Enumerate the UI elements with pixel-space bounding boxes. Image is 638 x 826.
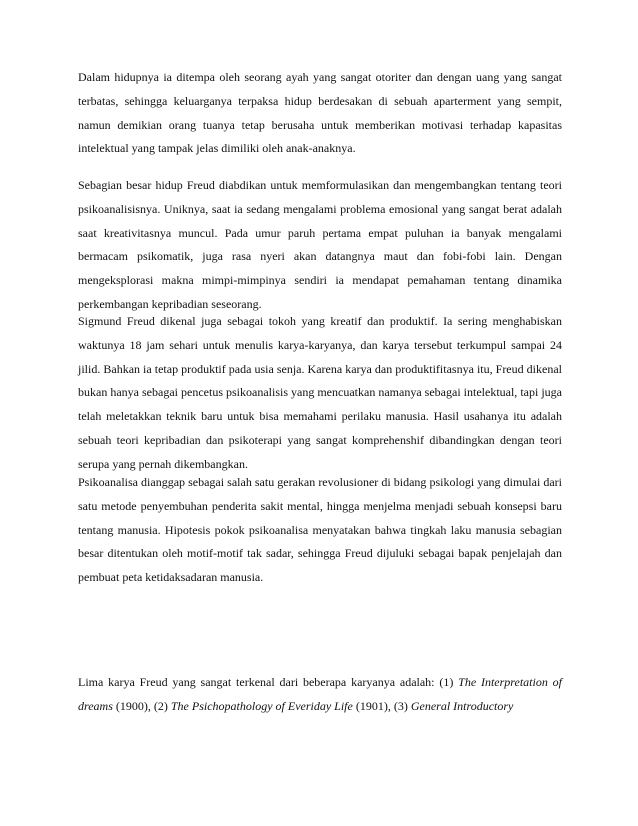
work-title-2: The Psichopathology of Everiday Life bbox=[170, 698, 353, 713]
works-text-2: (1900), (2) bbox=[112, 698, 171, 713]
paragraph-freud-life-work: Sebagian besar hidup Freud diabdikan untuk memformulasikan dan mengembangkan tentang teori psikoanalisisnya. Uniknya, saat ia sedang mengalami problema emosional yang sangat berat adalah saat kreativitasnya muncul. Pada umur paruh pertama empat puluhan ia banyak mengalami bermacam psikomatik, juga rasa nyeri akan datangnya maut dan fobi-fobi lain. Dengan mengeksplorasi makna mimpi-mimpinya sendiri ia mendapat pemahaman tentang dinamika perkembangan kepribadian seseorang. bbox=[78, 178, 562, 311]
paragraph-freud-productivity: Sigmund Freud dikenal juga sebagai tokoh yang kreatif dan produktif. Ia sering menghabiskan waktunya 18 jam sehari untuk menulis karya-karyanya, dan karya tersebut terkumpul sampai 24 jilid. Bahkan ia tetap produktif pada usia senja. Karena karya dan produktifitasnya itu, Freud dikenal bukan hanya sebagai pencetus psikoanalisis yang mencuatkan namanya sebagai intelektual, tapi juga telah meletakkan teknik baru untuk bisa memahami perilaku manusia. Hasil usahanya itu adalah sebuah teori kepribadian dan psikoterapi yang sangat komprehenshif dibandingkan dengan teori serupa yang pernah dikembangkan. bbox=[78, 314, 562, 471]
paragraph-psychoanalysis: Psikoanalisa dianggap sebagai salah satu gerakan revolusioner di bidang psikologi yang dimulai dari satu metode penyembuhan penderita sakit mental, hingga menjelma menjadi sebuah konsepsi baru tentang manusia. Hipotesis pokok psikoanalisa menyatakan bahwa tingkah laku manusia sebagian besar ditentukan oleh motif-motif tak sadar, sehingga Freud dijuluki sebagai bapak penjelajah dan pembuat peta ketidaksadaran manusia. bbox=[78, 475, 562, 585]
works-text-1: Lima karya Freud yang sangat terkenal dari beberapa karyanya adalah: (1) bbox=[78, 675, 459, 689]
work-title-1: The Interpretation of dreams bbox=[78, 675, 563, 713]
paragraph-freud-childhood: Dalam hidupnya ia ditempa oleh seorang ayah yang sangat otoriter dan dengan uang yang sangat terbatas, sehingga keluarganya terpaksa hidup berdesakan di sebuah aparterment yang sempit, namun demikian orang tuanya tetap berusaha untuk memberikan motivasi terhadap kapasitas intelektual yang tampak jelas dimiliki oleh anak-anaknya. bbox=[78, 70, 562, 156]
work-title-3: General Introductory bbox=[410, 698, 514, 713]
paragraph-freud-works bbox=[78, 671, 562, 719]
works-text-3: (1901), (3) bbox=[352, 698, 411, 713]
